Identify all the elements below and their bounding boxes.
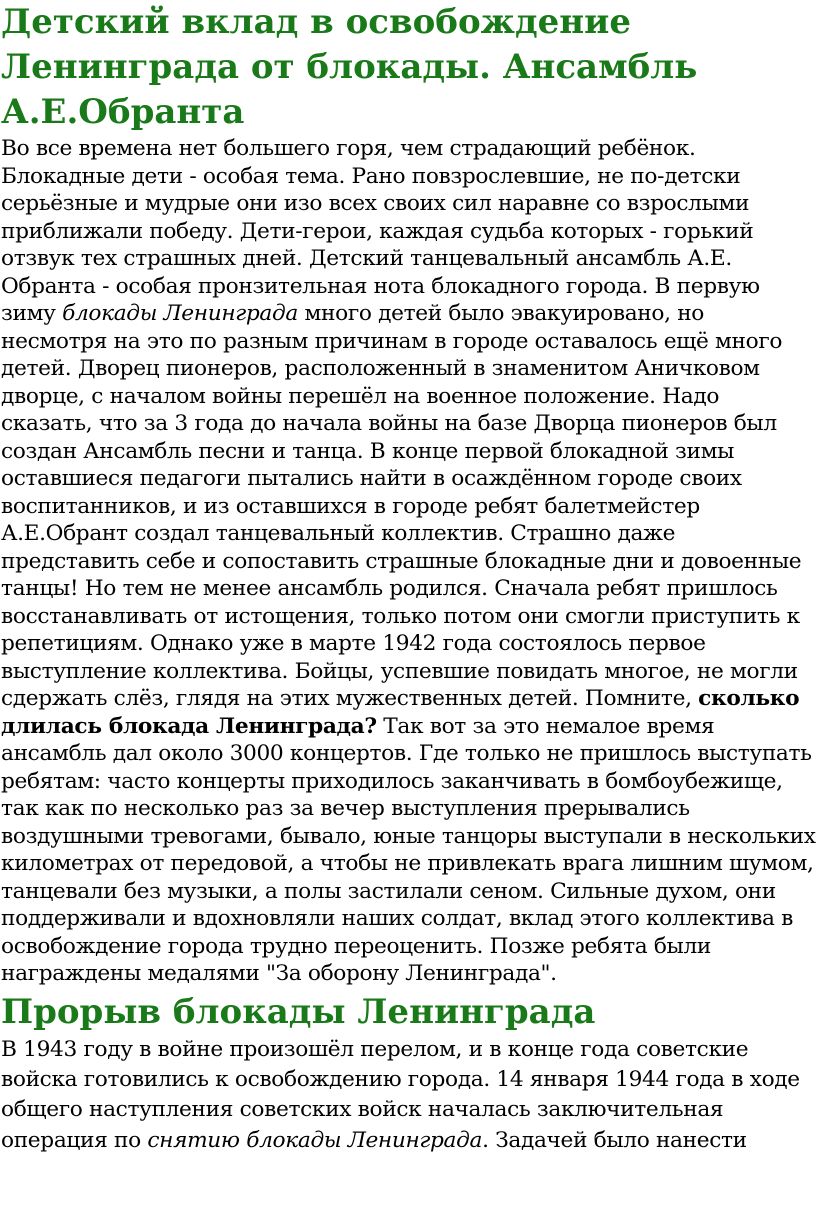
section-heading-children-contribution: Детский вклад в освобождение Ленинграда от блокады. Ансамбль А.Е.Обранта — [1, 2, 698, 132]
section-heading-breakthrough: Прорыв блокады Ленинграда — [1, 991, 596, 1032]
italic-link-blockade: блокады Ленинграда — [62, 301, 298, 326]
paragraph-text: Во все времена нет большего горя, чем страдающий ребёнок. Блокадные дети - особая тема. Рано повзрослевшие, не по-детски серьёзные и мудрые они изо всех своих сил наравне со взрослыми приближали победу. Дети-герои, каждая судьба которых - горький отзвук тех страшных дней. Детский танцевальный ансамбль А.Е. Обранта - особая пронзительная нота блокадного города. В первую зиму — [1, 136, 760, 326]
paragraph-text: В 1943 году в войне произошёл перелом, и в конце года советские войска готовились к освобождению города. 14 января 1944 года в ходе общего наступления советских войск началась заключительная операция по — [1, 1036, 800, 1153]
paragraph-text: много детей было эвакуировано, но несмотря на это по разным причинам в городе оставалось ещё много детей. Дворец пионеров, расположенный в знаменитом Аничковом дворце, с началом войны перешёл на военное положение. Надо сказать, что за 3 года до начала войны на базе Дворца пионеров был создан Ансамбль песни и танца. В конце первой блокадной зимы оставшиеся педагоги пытались найти в осаждённом городе своих воспитанников, и из оставшихся в городе ребят балетмейстер А.Е.Обрант создал танцевальный коллектив. Страшно даже представить себе и сопоставить страшные блокадные дни и довоенные танцы! Но тем не менее ансамбль родился. Сначала ребят пришлось восстанавливать от истощения, только потом они смогли приступить к репетициям. Однако уже в марте 1942 года состоялось первое выступление коллектива. Бойцы, успевшие повидать многое, не могли сдержать слёз, глядя на этих мужественных детей. Помните, — [1, 301, 802, 711]
paragraph-text: . Задачей было нанести — [482, 1127, 747, 1153]
bold-question-blockade-duration: сколько длилась блокада Ленинграда? — [1, 686, 800, 739]
paragraph-breakthrough — [1, 1035, 816, 1157]
paragraph-text: Так вот за это немалое время ансамбль дал около 3000 концертов. Где только не пришлось выступать ребятам: часто концерты приходилось заканчивать в бомбоубежище, так как по несколько раз за вечер выступления прерывались воздушными тревогами, бывало, юные танцоры выступали в нескольких километрах от передовой, а чтобы не привлекать врага лишним шумом, танцевали без музыки, а полы застилали сеном. Сильные духом, они поддерживали и вдохновляли наших солдат, вклад этого коллектива в освобождение города трудно переоценить. Позже ребята были награждены медалями "За оборону Ленинграда". — [1, 713, 816, 986]
italic-link-lifting-blockade: снятию блокады Ленинграда — [147, 1127, 483, 1153]
paragraph-children-ensemble — [1, 135, 816, 988]
